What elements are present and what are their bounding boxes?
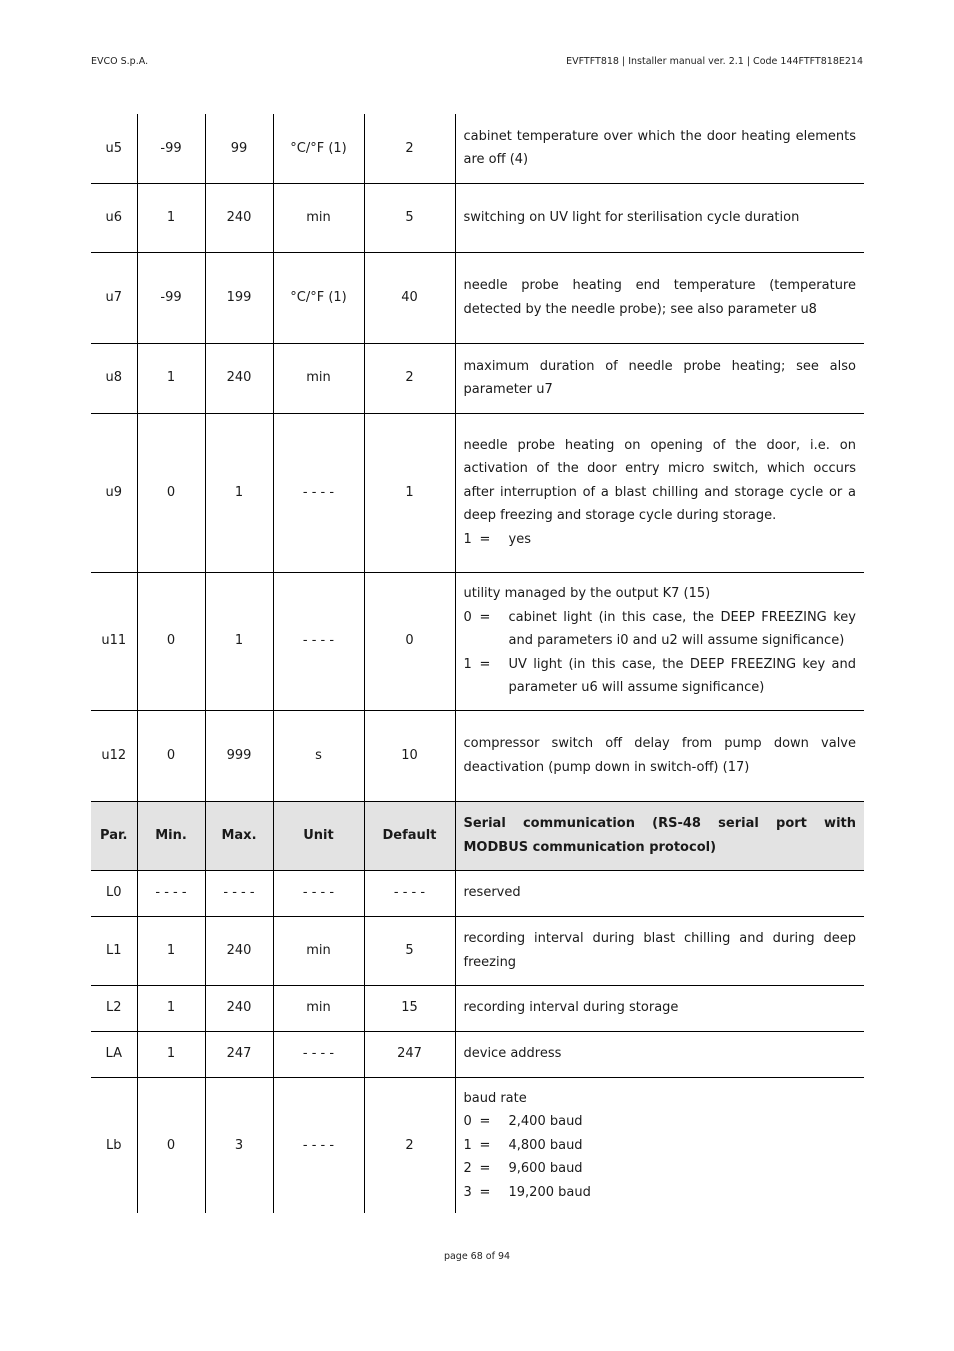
option-equals: = [479, 609, 491, 625]
default-cell: 2 [364, 343, 455, 413]
header-company: EVCO S.p.A. [91, 56, 149, 67]
default-cell: 0 [364, 572, 455, 710]
max-cell: 1 [205, 413, 273, 572]
par-cell: LA [91, 1031, 137, 1077]
max-cell: 99 [205, 114, 273, 183]
table-row [91, 343, 864, 413]
header-par: Par. [91, 801, 137, 870]
section-title: Serial communication (RS-48 serial port with MODBUS communication protocol) [455, 801, 864, 870]
option-value: UV light (in this case, the DEEP FREEZING key and parameter u6 will assume significance) [508, 656, 856, 696]
option-equals: = [479, 656, 491, 672]
table-row [91, 870, 864, 916]
par-cell: Lb [91, 1077, 137, 1213]
min-cell: 1 [137, 916, 205, 985]
min-cell: 0 [137, 572, 205, 710]
table-row [91, 1031, 864, 1077]
header-unit: Unit [273, 801, 364, 870]
max-cell: 3 [205, 1077, 273, 1213]
description-cell: recording interval during storage [455, 985, 864, 1031]
option-value: 9,600 baud [508, 1161, 583, 1176]
description-cell: switching on UV light for sterilisation cycle duration [455, 183, 864, 252]
max-cell: 240 [205, 985, 273, 1031]
par-cell: u5 [91, 114, 137, 183]
option-equals: = [479, 531, 491, 547]
option-key: 1 [463, 656, 472, 672]
header-default: Default [364, 801, 455, 870]
page-number: page 68 of 94 [443, 1251, 511, 1262]
unit-cell: min [273, 183, 364, 252]
description-cell: cabinet temperature over which the door heating elements are off (4) [455, 114, 864, 183]
option-line [464, 606, 857, 653]
option-line [464, 1157, 857, 1181]
unit-cell: - - - - [273, 1031, 364, 1077]
description-cell [455, 413, 864, 572]
option-line [464, 1110, 857, 1134]
min-cell: 0 [137, 710, 205, 801]
option-key: 1 [463, 1137, 472, 1153]
option-line [464, 1181, 857, 1205]
option-key: 3 [463, 1184, 472, 1200]
description-cell [455, 1077, 864, 1213]
par-cell: u6 [91, 183, 137, 252]
default-cell: - - - - [364, 870, 455, 916]
max-cell: 999 [205, 710, 273, 801]
unit-cell: s [273, 710, 364, 801]
option-line [464, 1134, 857, 1158]
min-cell: -99 [137, 114, 205, 183]
default-cell: 2 [364, 1077, 455, 1213]
table-row [91, 1077, 864, 1213]
min-cell: -99 [137, 252, 205, 343]
description-cell [455, 572, 864, 710]
description-cell: needle probe heating end temperature (temperature detected by the needle probe); see also parameter u8 [455, 252, 864, 343]
min-cell: 0 [137, 413, 205, 572]
max-cell: 199 [205, 252, 273, 343]
par-cell: L1 [91, 916, 137, 985]
table-row [91, 572, 864, 710]
max-cell: 240 [205, 916, 273, 985]
option-line [464, 653, 857, 700]
unit-cell: °C/°F (1) [273, 252, 364, 343]
default-cell: 2 [364, 114, 455, 183]
description-cell: maximum duration of needle probe heating; see also parameter u7 [455, 343, 864, 413]
unit-cell: - - - - [273, 413, 364, 572]
table-row [91, 985, 864, 1031]
unit-cell: - - - - [273, 870, 364, 916]
unit-cell: min [273, 343, 364, 413]
max-cell: 1 [205, 572, 273, 710]
description-cell: recording interval during blast chilling and during deep freezing [455, 916, 864, 985]
option-value: yes [508, 531, 531, 547]
default-cell: 40 [364, 252, 455, 343]
default-cell: 5 [364, 916, 455, 985]
header-min: Min. [137, 801, 205, 870]
description-cell: compressor switch off delay from pump down valve deactivation (pump down in switch-off) (17) [455, 710, 864, 801]
unit-cell: °C/°F (1) [273, 114, 364, 183]
par-cell: L0 [91, 870, 137, 916]
option-line [464, 528, 857, 552]
description-cell: reserved [455, 870, 864, 916]
unit-cell: - - - - [273, 1077, 364, 1213]
min-cell: 1 [137, 183, 205, 252]
par-cell: L2 [91, 985, 137, 1031]
table-row [91, 114, 864, 183]
par-cell: u12 [91, 710, 137, 801]
par-cell: u11 [91, 572, 137, 710]
default-cell: 15 [364, 985, 455, 1031]
max-cell: 247 [205, 1031, 273, 1077]
table-row [91, 183, 864, 252]
option-equals: = [479, 1161, 491, 1176]
max-cell: 240 [205, 183, 273, 252]
default-cell: 10 [364, 710, 455, 801]
option-value: cabinet light (in this case, the DEEP FREEZING key and parameters i0 and u2 will assume significance) [508, 609, 856, 649]
section-header-row [91, 801, 864, 870]
option-key: 0 [463, 1114, 472, 1129]
option-value: 2,400 baud [508, 1114, 583, 1129]
option-equals: = [479, 1184, 491, 1200]
max-cell: 240 [205, 343, 273, 413]
description-text: utility managed by the output K7 (15) [463, 586, 711, 602]
default-cell: 247 [364, 1031, 455, 1077]
min-cell: 1 [137, 1031, 205, 1077]
option-equals: = [479, 1114, 491, 1129]
min-cell: 1 [137, 985, 205, 1031]
par-cell: u9 [91, 413, 137, 572]
table-row [91, 710, 864, 801]
description-cell: device address [455, 1031, 864, 1077]
min-cell: 0 [137, 1077, 205, 1213]
default-cell: 1 [364, 413, 455, 572]
option-equals: = [479, 1137, 491, 1153]
max-cell: - - - - [205, 870, 273, 916]
default-cell: 5 [364, 183, 455, 252]
header-document-info: EVFTFT818 | Installer manual ver. 2.1 | Code 144FTFT818E214 [566, 56, 863, 67]
description-text: needle probe heating on opening of the door, i.e. on activation of the door entry micro switch, which occurs after interruption of a blast chilling and storage cycle or a deep freezing and storage cycle during storage. [463, 437, 856, 524]
unit-cell: min [273, 916, 364, 985]
header-max: Max. [205, 801, 273, 870]
unit-cell: - - - - [273, 572, 364, 710]
option-value: 19,200 baud [508, 1184, 591, 1200]
table-row [91, 252, 864, 343]
option-key: 1 [463, 531, 472, 547]
min-cell: - - - - [137, 870, 205, 916]
unit-cell: min [273, 985, 364, 1031]
min-cell: 1 [137, 343, 205, 413]
table-row [91, 413, 864, 572]
description-text: baud rate [463, 1090, 527, 1106]
par-cell: u7 [91, 252, 137, 343]
option-value: 4,800 baud [508, 1137, 583, 1153]
option-key: 2 [463, 1161, 472, 1176]
parameters-table [91, 114, 864, 1213]
table-row [91, 916, 864, 985]
option-key: 0 [463, 609, 472, 625]
par-cell: u8 [91, 343, 137, 413]
